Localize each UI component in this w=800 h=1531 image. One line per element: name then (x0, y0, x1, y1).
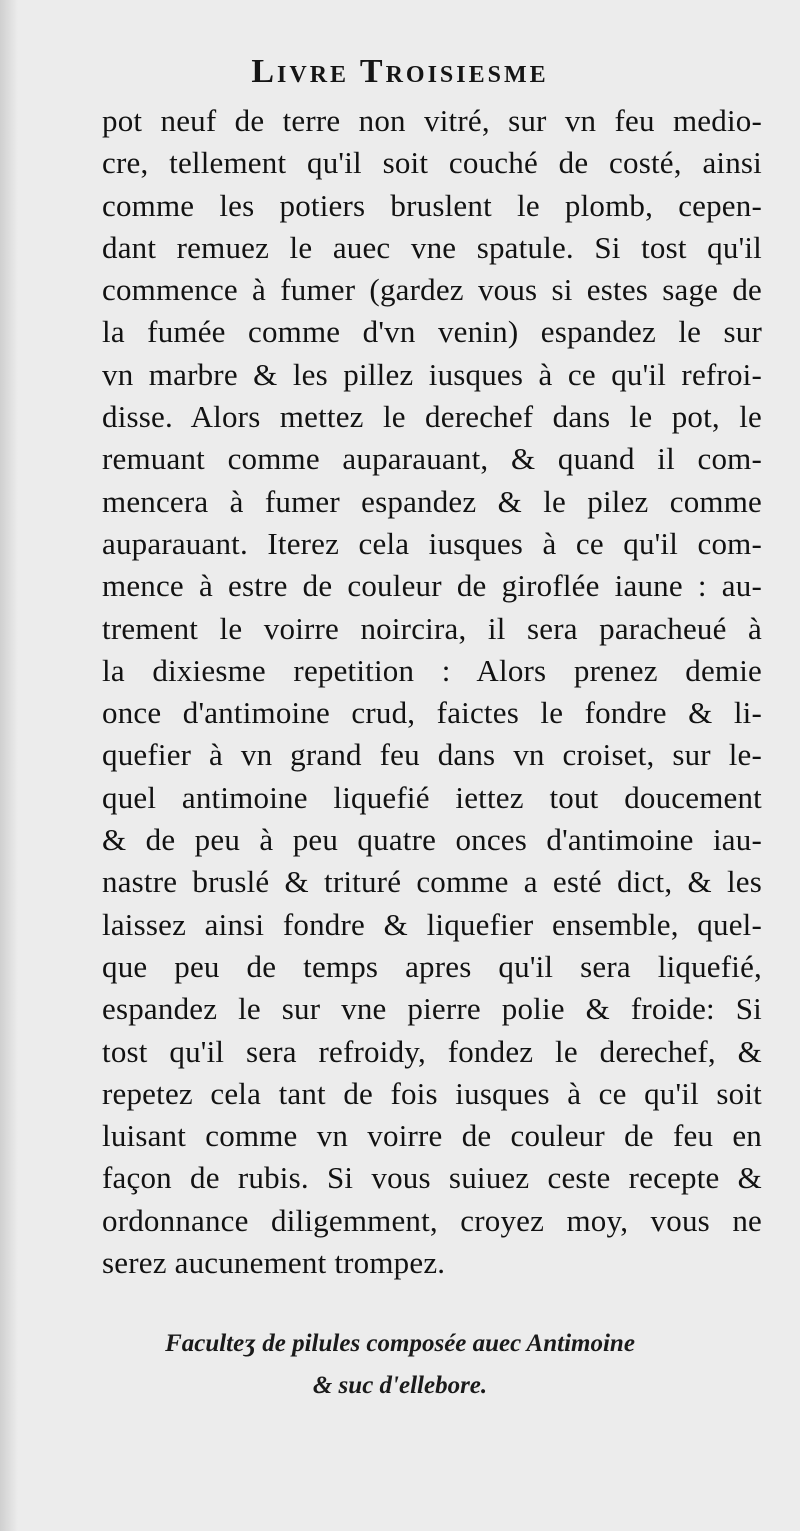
body-line: nastre bruslé & trituré comme a esté dict, & les (102, 864, 762, 900)
body-line: tost qu'il sera refroidy, fondez le derechef, & (102, 1033, 762, 1069)
body-line: cre, tellement qu'il soit couché de costé, ainsi (102, 145, 762, 181)
body-line: auparauant. Iterez cela iusques à ce qu'il com- (102, 525, 762, 561)
body-line: trement le voirre noircira, il sera paracheué à (102, 610, 762, 646)
section-caption-line-2: & suc d'ellebore. (312, 1372, 488, 1399)
body-line: mencera à fumer espandez & le pilez comme (102, 483, 762, 519)
body-line: quefier à vn grand feu dans vn croiset, sur le- (102, 737, 762, 773)
running-head: Livre Troisiesme (251, 53, 549, 90)
body-line: la dixiesme repetition : Alors prenez demie (102, 652, 762, 688)
body-line: espandez le sur vne pierre polie & froide: Si (102, 991, 762, 1027)
body-line: repetez cela tant de fois iusques à ce qu'il soit (102, 1075, 762, 1111)
body-line: ordonnance diligemment, croyez moy, vous ne (102, 1202, 762, 1238)
body-line: mence à estre de couleur de giroflée iaune : au- (102, 568, 762, 604)
body-line: façon de rubis. Si vous suiuez ceste recepte & (102, 1160, 762, 1196)
body-line: dant remuez le auec vne spatule. Si tost qu'il (102, 229, 762, 265)
body-line: vn marbre & les pillez iusques à ce qu'il refroi- (102, 356, 762, 392)
gutter-shadow (0, 0, 18, 1531)
body-line: pot neuf de terre non vitré, sur vn feu medio- (102, 103, 762, 138)
body-line: disse. Alors mettez le derechef dans le pot, le (102, 399, 762, 435)
body-line: once d'antimoine crud, faictes le fondre & li- (102, 695, 762, 731)
body-line: comme les potiers bruslent le plomb, cepen- (102, 187, 762, 223)
body-line: remuant comme auparauant, & quand il com- (102, 441, 762, 477)
body-line: quel antimoine liquefié iettez tout doucement (102, 779, 762, 815)
body-line: la fumée comme d'vn venin) espandez le sur (102, 314, 762, 350)
body-line: & de peu à peu quatre onces d'antimoine iau- (102, 822, 762, 858)
body-text (102, 100, 762, 1284)
body-line: que peu de temps apres qu'il sera liquefié, (102, 948, 762, 984)
body-line: luisant comme vn voirre de couleur de feu en (102, 1118, 762, 1154)
section-caption-line-1: Faculteʒ de pilules composée auec Antimoine (165, 1330, 635, 1357)
body-line: laissez ainsi fondre & liquefier ensemble, quel- (102, 906, 762, 942)
body-line: commence à fumer (gardez vous si estes sage de (102, 272, 762, 308)
body-line: serez aucunement trompez. (102, 1245, 446, 1281)
